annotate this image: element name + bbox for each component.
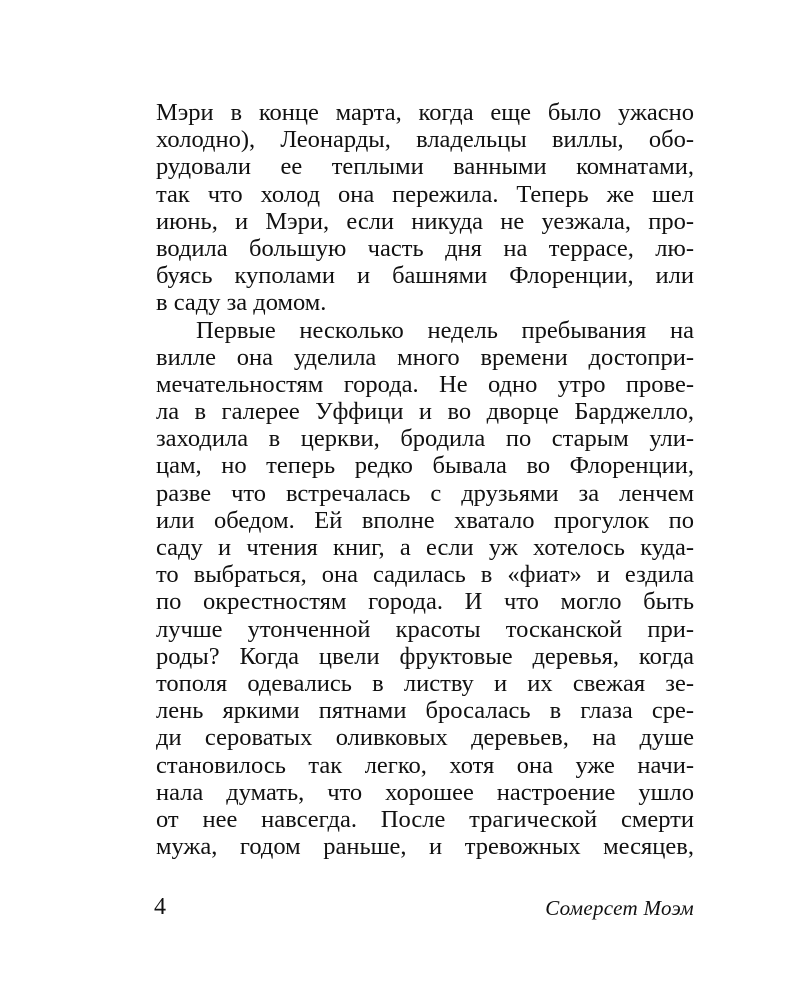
- text-line: тополя одевались в листву и их свежая зе-: [156, 669, 694, 697]
- text-line: так что холод она пережила. Теперь же шел: [156, 180, 694, 208]
- text-line: от нее навсегда. После трагической смерти: [156, 805, 694, 833]
- text-line: нала думать, что хорошее настроение ушло: [156, 778, 694, 806]
- paragraph-first-line: Первые несколько недель пребывания на: [196, 316, 694, 344]
- text-line: водила большую часть дня на террасе, лю-: [156, 234, 694, 262]
- text-line: буясь куполами и башнями Флоренции, или: [156, 262, 694, 290]
- text-line: мечательностям города. Не одно утро прове-: [156, 370, 694, 398]
- text-line: лучше утонченной красоты тосканской при-: [156, 615, 694, 643]
- text-line: в саду за домом.: [156, 289, 327, 317]
- text-line: по окрестностям города. И что могло быть: [156, 588, 694, 616]
- text-line: то выбраться, она садилась в «фиат» и ездила: [156, 561, 694, 589]
- text-line: или обедом. Ей вполне хватало прогулок по: [156, 506, 694, 534]
- text-line: роды? Когда цвели фруктовые деревья, когда: [156, 642, 694, 670]
- text-line: вилле она уделила много времени достопри-: [156, 343, 694, 371]
- text-line: разве что встречалась с друзьями за ленчем: [156, 479, 694, 507]
- body-text: [156, 99, 694, 860]
- text-line: лень яркими пятнами бросалась в глаза сре-: [156, 697, 694, 725]
- running-footer-author: Сомерсет Моэм: [545, 896, 694, 920]
- text-line: ди сероватых оливковых деревьев, на душе: [156, 724, 694, 752]
- text-line: рудовали ее теплыми ванными комнатами,: [156, 153, 694, 181]
- page-number: 4: [154, 894, 166, 920]
- text-line: холодно), Леонарды, владельцы виллы, обо-: [156, 126, 694, 154]
- text-line: заходила в церкви, бродила по старым ули-: [156, 425, 694, 453]
- text-line: ла в галерее Уффици и во дворце Барджелло,: [156, 398, 694, 426]
- text-line: мужа, годом раньше, и тревожных месяцев,: [156, 833, 694, 861]
- text-line: июнь, и Мэри, если никуда не уезжала, про-: [156, 207, 694, 235]
- text-line: саду и чтения книг, а если уж хотелось куда-: [156, 534, 694, 561]
- text-line: становилось так легко, хотя она уже начи-: [156, 751, 694, 779]
- text-line: цам, но теперь редко бывала во Флоренции,: [156, 452, 694, 480]
- text-line: Мэри в конце марта, когда еще было ужасно: [156, 99, 694, 126]
